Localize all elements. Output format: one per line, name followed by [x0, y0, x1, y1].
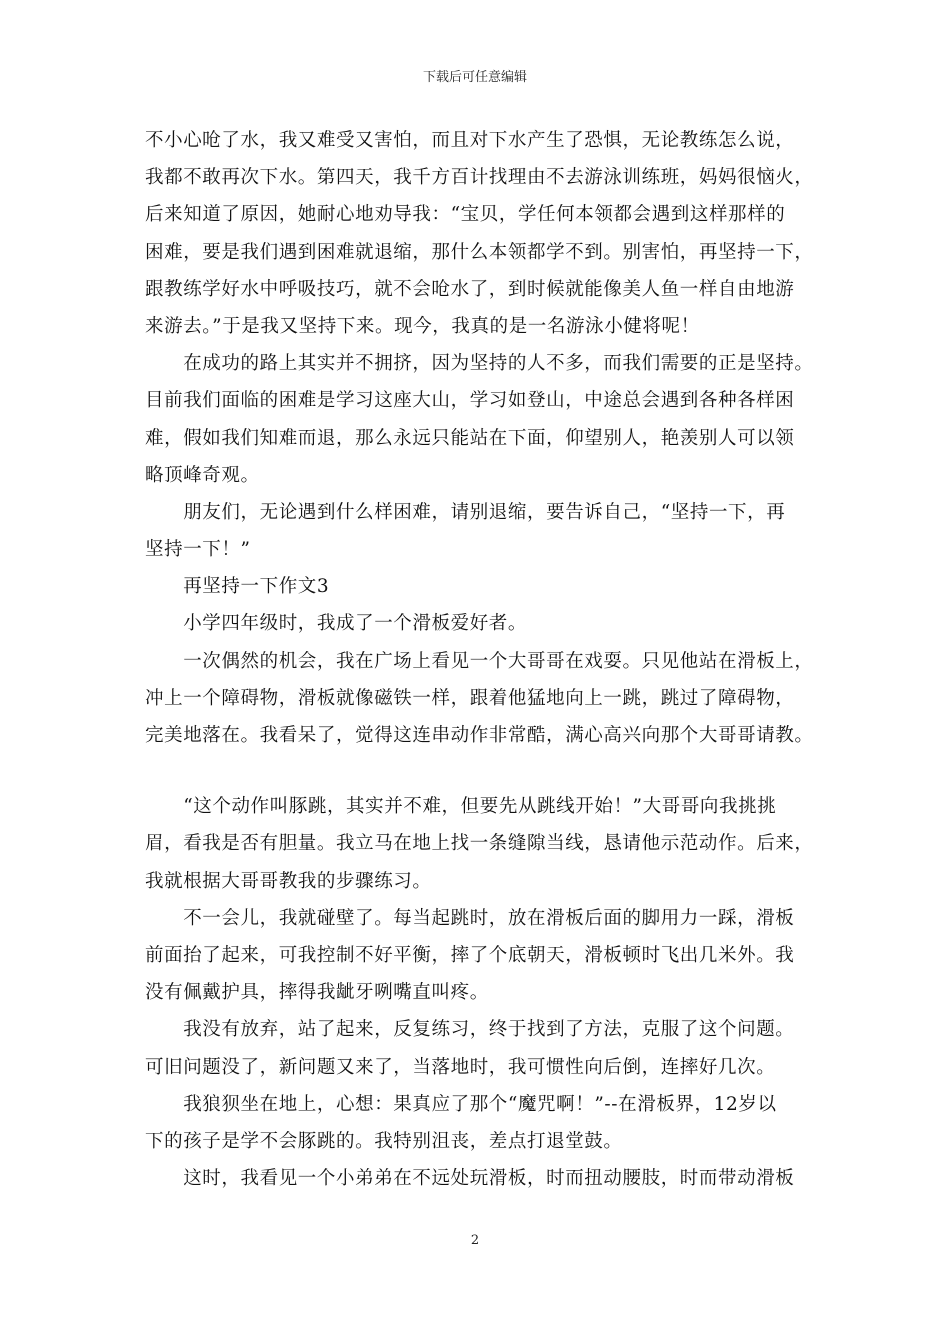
text-line: 可旧问题没了，新问题又来了，当落地时，我可惯性向后倒，连摔好几次。 [145, 1056, 776, 1078]
text-line: 跟教练学好水中呼吸技巧，就不会呛水了，到时候就能像美人鱼一样自由地游 [145, 278, 795, 300]
text-line: 不一会儿，我就碰壁了。每当起跳时，放在滑板后面的脚用力一踩，滑板 [145, 907, 795, 929]
text-line: 目前我们面临的困难是学习这座大山，学习如登山，中途总会遇到各种各样困 [145, 390, 795, 412]
text-line: 我没有放弃，站了起来，反复练习，终于找到了方法，克服了这个问题。 [145, 1019, 795, 1041]
text-line: 略顶峰奇观。 [145, 464, 260, 486]
text-line: 下的孩子是学不会豚跳的。我特别沮丧，差点打退堂鼓。 [145, 1130, 623, 1152]
document-body [145, 122, 814, 1197]
text-line: “这个动作叫豚跳，其实并不难，但要先从跳线开始！”大哥哥向我挑挑 [145, 796, 777, 818]
text-line: 完美地落在。我看呆了，觉得这连串动作非常酷，满心高兴向那个大哥哥请教。 [145, 725, 814, 746]
text-line: 我都不敢再次下水。第四天，我千方百计找理由不去游泳训练班，妈妈很恼火， [145, 167, 814, 189]
text-line: 来游去。”于是我又坚持下来。现今，我真的是一名游泳小健将呢！ [145, 315, 700, 337]
text-line: 眉，看我是否有胆量。我立马在地上找一条缝隙当线，恳请他示范动作。后来， [145, 833, 814, 855]
page-header: 下载后可任意编辑 [422, 70, 527, 85]
text-line: 前面抬了起来，可我控制不好平衡，摔了个底朝天，滑板顿时飞出几米外。我 [145, 944, 795, 966]
text-line: 这时，我看见一个小弟弟在不远处玩滑板，时而扭动腰肢，时而带动滑板 [145, 1168, 795, 1190]
text-line: 一次偶然的机会，我在广场上看见一个大哥哥在戏耍。只见他站在滑板上， [145, 650, 814, 672]
text-line: 朋友们，无论遇到什么样困难，请别退缩，要告诉自己，“坚持一下，再 [145, 501, 786, 523]
text-line: 小学四年级时，我成了一个滑板爱好者。 [145, 613, 528, 635]
page-number: 2 [470, 1233, 480, 1248]
section-heading: 再坚持一下作文3 [145, 576, 330, 598]
text-line: 坚持一下！” [145, 539, 251, 561]
text-line: 难，假如我们知难而退，那么永远只能站在下面，仰望别人，艳羡别人可以领 [145, 427, 795, 449]
text-line: 在成功的路上其实并不拥挤，因为坚持的人不多，而我们需要的正是坚持。 [145, 353, 814, 375]
text-line: 我狼狈坐在地上，心想：果真应了那个“魔咒啊！”--在滑板界，12岁以 [145, 1093, 777, 1115]
text-line: 后来知道了原因，她耐心地劝导我：“宝贝，学任何本领都会遇到这样那样的 [145, 204, 786, 226]
text-line: 冲上一个障碍物，滑板就像磁铁一样，跟着他猛地向上一跳，跳过了障碍物， [145, 687, 795, 709]
text-line: 没有佩戴护具，摔得我龇牙咧嘴直叫疼。 [145, 982, 489, 1004]
text-line: 我就根据大哥哥教我的步骤练习。 [145, 870, 432, 892]
text-line: 困难，要是我们遇到困难就退缩，那什么本领都学不到。别害怕，再坚持一下， [145, 241, 814, 263]
text-line: 不小心呛了水，我又难受又害怕，而且对下水产生了恐惧，无论教练怎么说， [145, 130, 795, 151]
